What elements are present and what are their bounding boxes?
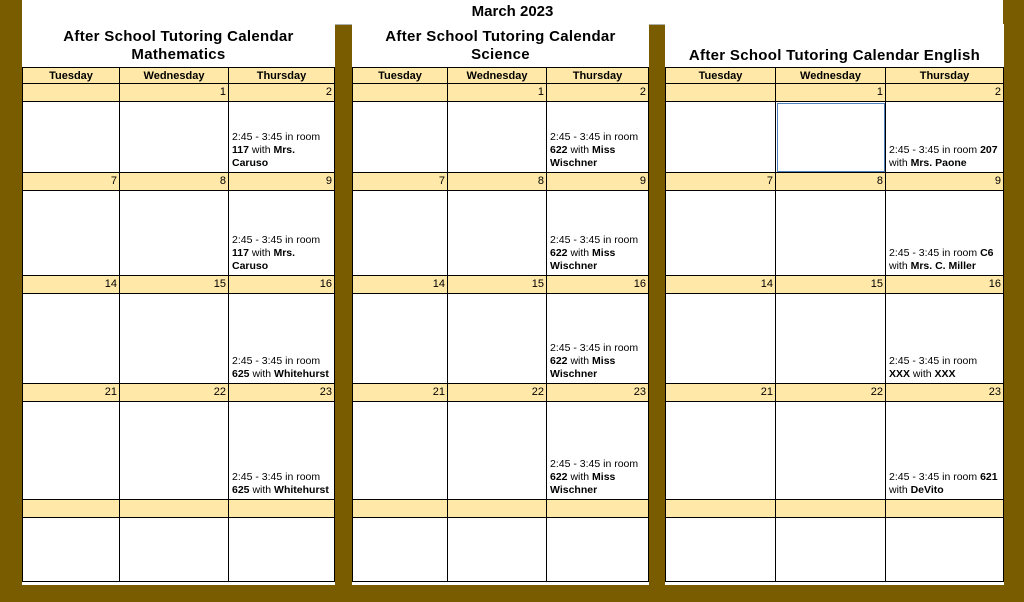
entry-time: 2:45 - 3:45 in room bbox=[889, 355, 978, 367]
day-cell[interactable] bbox=[886, 102, 1004, 173]
weekday-header: Wednesday bbox=[120, 67, 229, 84]
weekday-header: Thursday bbox=[886, 67, 1004, 84]
day-cell[interactable] bbox=[352, 518, 448, 582]
calendar-panel-english bbox=[665, 24, 1004, 585]
day-body-row bbox=[352, 402, 649, 500]
entry-with: with bbox=[248, 144, 274, 156]
date-number: 22 bbox=[448, 384, 547, 402]
entry-room: 621 bbox=[980, 471, 998, 483]
day-cell[interactable] bbox=[120, 294, 229, 384]
day-cell[interactable] bbox=[22, 402, 120, 500]
date-number: 21 bbox=[665, 384, 776, 402]
day-cell[interactable] bbox=[120, 102, 229, 173]
entry-time: 2:45 - 3:45 in room bbox=[550, 342, 639, 354]
day-cell[interactable] bbox=[547, 518, 649, 582]
entry-with: with bbox=[889, 260, 911, 272]
day-cell[interactable] bbox=[665, 294, 776, 384]
entry-room: 622 bbox=[550, 144, 568, 156]
day-cell[interactable] bbox=[352, 191, 448, 276]
day-cell[interactable] bbox=[665, 402, 776, 500]
date-number: 2 bbox=[547, 84, 649, 102]
entry-time: 2:45 - 3:45 in room bbox=[889, 247, 981, 259]
entry-time: 2:45 - 3:45 in room bbox=[232, 234, 321, 246]
date-row bbox=[22, 500, 335, 518]
date-row bbox=[352, 384, 649, 402]
calendar-panel-mathematics bbox=[22, 24, 335, 585]
tutoring-entry bbox=[889, 471, 1001, 497]
date-number: 16 bbox=[886, 276, 1004, 294]
entry-room: 117 bbox=[232, 144, 249, 156]
day-cell[interactable] bbox=[22, 294, 120, 384]
month-header-row bbox=[22, 0, 1003, 25]
day-cell[interactable] bbox=[776, 102, 886, 173]
entry-room: 625 bbox=[232, 368, 250, 380]
date-number bbox=[22, 84, 120, 102]
tutoring-entry bbox=[889, 144, 1001, 170]
day-body-row bbox=[352, 294, 649, 384]
day-cell[interactable] bbox=[886, 518, 1004, 582]
day-cell[interactable] bbox=[547, 191, 649, 276]
tutoring-entry bbox=[550, 342, 646, 381]
date-number: 21 bbox=[352, 384, 448, 402]
entry-teacher: Miss Wischner bbox=[550, 144, 616, 169]
day-cell[interactable] bbox=[229, 402, 335, 500]
date-number: 15 bbox=[120, 276, 229, 294]
day-cell[interactable] bbox=[229, 518, 335, 582]
day-cell[interactable] bbox=[448, 518, 547, 582]
entry-with: with bbox=[567, 471, 593, 483]
day-cell[interactable] bbox=[352, 402, 448, 500]
date-number: 15 bbox=[448, 276, 547, 294]
day-cell[interactable] bbox=[448, 294, 547, 384]
date-number: 7 bbox=[665, 173, 776, 191]
day-body-row bbox=[665, 294, 1004, 384]
date-row bbox=[352, 276, 649, 294]
day-body-row bbox=[22, 294, 335, 384]
entry-teacher: Mrs. Caruso bbox=[232, 144, 296, 169]
entry-time: 2:45 - 3:45 in room bbox=[550, 234, 639, 246]
weekday-header-row bbox=[665, 67, 1004, 84]
date-row bbox=[22, 276, 335, 294]
tutoring-entry bbox=[550, 458, 646, 497]
weekday-header: Thursday bbox=[229, 67, 335, 84]
weekday-header: Tuesday bbox=[352, 67, 448, 84]
day-cell[interactable] bbox=[229, 191, 335, 276]
entry-teacher: Miss Wischner bbox=[550, 471, 616, 496]
day-cell[interactable] bbox=[120, 402, 229, 500]
entry-room: 622 bbox=[550, 355, 568, 367]
date-number bbox=[665, 84, 776, 102]
entry-teacher: Mrs. Paone bbox=[910, 157, 967, 169]
day-cell[interactable] bbox=[665, 102, 776, 173]
entry-time: 2:45 - 3:45 in room bbox=[889, 144, 981, 156]
day-body-row bbox=[665, 102, 1004, 173]
entry-teacher: Mrs. Caruso bbox=[232, 247, 296, 272]
date-row bbox=[22, 384, 335, 402]
weekday-header: Thursday bbox=[547, 67, 649, 84]
day-cell[interactable] bbox=[776, 294, 886, 384]
weekday-header-row bbox=[22, 67, 335, 84]
tutoring-entry bbox=[232, 234, 332, 273]
day-cell[interactable] bbox=[886, 402, 1004, 500]
weekday-header-row bbox=[352, 67, 649, 84]
entry-teacher: Miss Wischner bbox=[550, 247, 616, 272]
entry-time: 2:45 - 3:45 in room bbox=[232, 131, 321, 143]
weekday-header: Tuesday bbox=[665, 67, 776, 84]
calendar-grid bbox=[352, 67, 649, 585]
entry-time: 2:45 - 3:45 in room bbox=[889, 471, 981, 483]
entry-with: with bbox=[910, 368, 935, 380]
date-number bbox=[448, 500, 547, 518]
date-number: 8 bbox=[448, 173, 547, 191]
date-number: 7 bbox=[22, 173, 120, 191]
date-row bbox=[665, 173, 1004, 191]
date-number: 14 bbox=[665, 276, 776, 294]
day-cell[interactable] bbox=[22, 518, 120, 582]
date-row bbox=[665, 84, 1004, 102]
entry-with: with bbox=[567, 144, 593, 156]
entry-teacher: DeVito bbox=[910, 484, 944, 496]
day-body-row bbox=[352, 191, 649, 276]
date-number: 21 bbox=[22, 384, 120, 402]
entry-with: with bbox=[567, 247, 593, 259]
weekday-header: Wednesday bbox=[776, 67, 886, 84]
date-number: 7 bbox=[352, 173, 448, 191]
panel-title: After School Tutoring Calendar English bbox=[688, 47, 981, 64]
date-number bbox=[665, 500, 776, 518]
day-cell[interactable] bbox=[448, 102, 547, 173]
date-number bbox=[229, 500, 335, 518]
date-row bbox=[22, 173, 335, 191]
entry-room: 117 bbox=[232, 247, 249, 259]
date-row bbox=[22, 84, 335, 102]
date-row bbox=[665, 500, 1004, 518]
entry-time: 2:45 - 3:45 in room bbox=[550, 131, 639, 143]
date-number: 23 bbox=[547, 384, 649, 402]
entry-teacher: Whitehurst bbox=[274, 484, 329, 496]
entry-room: 207 bbox=[980, 144, 998, 156]
entry-room: XXX bbox=[889, 368, 911, 380]
date-number: 8 bbox=[776, 173, 886, 191]
calendar-panel-science bbox=[352, 24, 649, 585]
panel-title: After School Tutoring Calendar Mathematics bbox=[63, 27, 294, 63]
entry-time: 2:45 - 3:45 in room bbox=[550, 458, 639, 470]
day-cell[interactable] bbox=[547, 402, 649, 500]
date-number: 8 bbox=[120, 173, 229, 191]
day-cell[interactable] bbox=[547, 102, 649, 173]
date-number: 2 bbox=[886, 84, 1004, 102]
date-number bbox=[22, 500, 120, 518]
entry-room: 625 bbox=[232, 484, 250, 496]
date-row bbox=[352, 84, 649, 102]
entry-with: with bbox=[889, 484, 911, 496]
day-cell[interactable] bbox=[22, 191, 120, 276]
tutoring-entry bbox=[232, 131, 332, 170]
day-body-row bbox=[22, 191, 335, 276]
entry-with: with bbox=[567, 355, 593, 367]
date-number: 23 bbox=[886, 384, 1004, 402]
weekday-header: Wednesday bbox=[448, 67, 547, 84]
panel-title: After School Tutoring Calendar Science bbox=[385, 27, 616, 63]
day-cell[interactable] bbox=[665, 191, 776, 276]
entry-with: with bbox=[249, 484, 275, 496]
day-body-row bbox=[665, 191, 1004, 276]
date-row bbox=[665, 384, 1004, 402]
date-number bbox=[352, 84, 448, 102]
date-number: 1 bbox=[448, 84, 547, 102]
tutoring-entry bbox=[889, 355, 1001, 381]
day-body-row bbox=[22, 518, 335, 582]
tutoring-entry bbox=[550, 131, 646, 170]
day-body-row bbox=[665, 518, 1004, 582]
entry-time: 2:45 - 3:45 in room bbox=[232, 471, 321, 483]
tutoring-entry bbox=[232, 471, 332, 497]
date-number: 9 bbox=[229, 173, 335, 191]
day-cell[interactable] bbox=[776, 402, 886, 500]
day-cell[interactable] bbox=[547, 294, 649, 384]
weekday-header: Tuesday bbox=[22, 67, 120, 84]
left-frame bbox=[0, 0, 22, 602]
date-number bbox=[886, 500, 1004, 518]
entry-teacher: Whitehurst bbox=[274, 368, 329, 380]
entry-with: with bbox=[249, 368, 275, 380]
entry-with: with bbox=[889, 157, 911, 169]
day-cell[interactable] bbox=[448, 191, 547, 276]
entry-time: 2:45 - 3:45 in room bbox=[232, 355, 321, 367]
day-cell[interactable] bbox=[776, 191, 886, 276]
entry-teacher: Mrs. C. Miller bbox=[910, 260, 976, 272]
date-number: 22 bbox=[776, 384, 886, 402]
date-number bbox=[776, 500, 886, 518]
entry-with: with bbox=[248, 247, 274, 259]
entry-room: C6 bbox=[980, 247, 994, 259]
date-number: 22 bbox=[120, 384, 229, 402]
date-number: 2 bbox=[229, 84, 335, 102]
day-cell[interactable] bbox=[448, 402, 547, 500]
date-number: 1 bbox=[776, 84, 886, 102]
entry-teacher: XXX bbox=[934, 368, 956, 380]
day-cell[interactable] bbox=[352, 294, 448, 384]
date-number: 16 bbox=[229, 276, 335, 294]
day-cell[interactable] bbox=[776, 518, 886, 582]
date-row bbox=[352, 173, 649, 191]
day-cell[interactable] bbox=[120, 518, 229, 582]
entry-room: 622 bbox=[550, 471, 568, 483]
calendar-grid bbox=[665, 67, 1004, 585]
entry-room: 622 bbox=[550, 247, 568, 259]
calendar-grid bbox=[22, 67, 335, 585]
day-body-row bbox=[22, 402, 335, 500]
date-number: 1 bbox=[120, 84, 229, 102]
day-cell[interactable] bbox=[120, 191, 229, 276]
date-number: 9 bbox=[886, 173, 1004, 191]
date-number bbox=[547, 500, 649, 518]
day-cell[interactable] bbox=[886, 294, 1004, 384]
date-number bbox=[120, 500, 229, 518]
date-number: 16 bbox=[547, 276, 649, 294]
date-number: 23 bbox=[229, 384, 335, 402]
day-body-row bbox=[22, 102, 335, 173]
day-body-row bbox=[352, 518, 649, 582]
day-body-row bbox=[352, 102, 649, 173]
day-cell[interactable] bbox=[22, 102, 120, 173]
date-number: 14 bbox=[22, 276, 120, 294]
day-cell[interactable] bbox=[229, 294, 335, 384]
day-cell[interactable] bbox=[229, 102, 335, 173]
entry-teacher: Miss Wischner bbox=[550, 355, 616, 380]
date-number: 14 bbox=[352, 276, 448, 294]
date-row bbox=[665, 276, 1004, 294]
day-cell[interactable] bbox=[665, 518, 776, 582]
day-cell[interactable] bbox=[352, 102, 448, 173]
tutoring-entry bbox=[232, 355, 332, 381]
date-row bbox=[352, 500, 649, 518]
day-cell[interactable] bbox=[886, 191, 1004, 276]
day-body-row bbox=[665, 402, 1004, 500]
tutoring-entry bbox=[550, 234, 646, 273]
date-number bbox=[352, 500, 448, 518]
date-number: 9 bbox=[547, 173, 649, 191]
date-number: 15 bbox=[776, 276, 886, 294]
tutoring-entry bbox=[889, 247, 1001, 273]
month-title: March 2023 bbox=[471, 3, 554, 20]
